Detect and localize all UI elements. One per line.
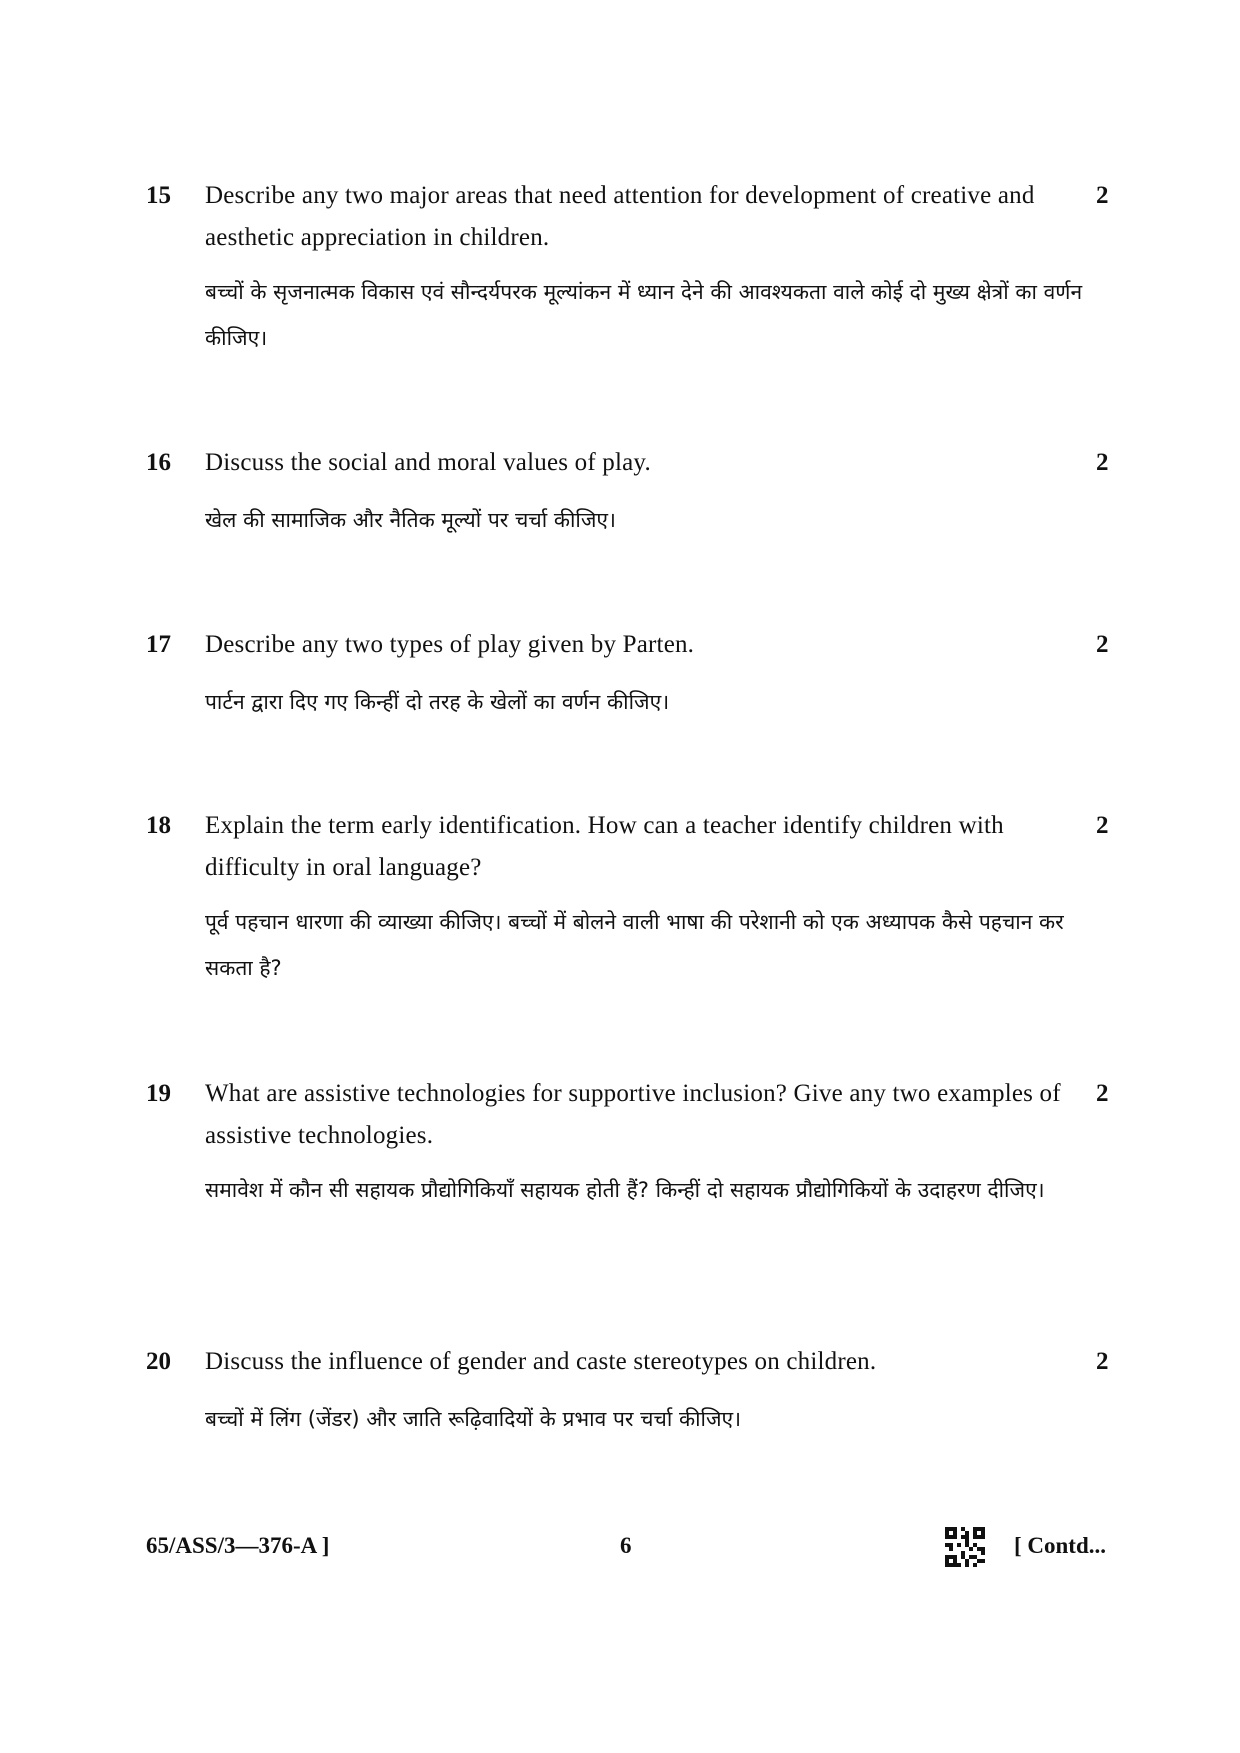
question-marks: 2 bbox=[1096, 1080, 1109, 1107]
question-text-english: Describe any two major areas that need attention for development of creative and aesthetic appreciation in children. bbox=[205, 182, 1035, 251]
qr-code-icon bbox=[945, 1527, 985, 1567]
paper-code: 65/ASS/3—376-A ] bbox=[146, 1533, 330, 1558]
question-text-english: Discuss the social and moral values of play. bbox=[205, 449, 651, 476]
question-text-hindi: पार्टन द्वारा दिए गए किन्हीं दो तरह के खेलों का वर्णन कीजिए। bbox=[205, 690, 670, 714]
question-marks: 2 bbox=[1096, 449, 1109, 476]
question-number: 20 bbox=[146, 1348, 171, 1375]
question-text-hindi: बच्चों के सृजनात्मक विकास एवं सौन्दर्यपरक मूल्यांकन में ध्यान देने की आवश्यकता वाले कोई दो मुख्य क्षेत्रों का वर्णन कीजिए। bbox=[205, 280, 1083, 350]
question-marks: 2 bbox=[1096, 1348, 1109, 1375]
question-text-english: Explain the term early identification. How can a teacher identify children with difficulty in oral language? bbox=[205, 812, 1004, 881]
question-text-hindi: समावेश में कौन सी सहायक प्रौद्योगिकियाँ सहायक होती हैं? किन्हीं दो सहायक प्रौद्योगिकियों के उदाहरण दीजिए। bbox=[205, 1178, 1045, 1202]
question-number: 19 bbox=[146, 1080, 171, 1107]
question-number: 15 bbox=[146, 182, 171, 209]
question-text-hindi: खेल की सामाजिक और नैतिक मूल्यों पर चर्चा कीजिए। bbox=[205, 508, 616, 532]
question-text-english: What are assistive technologies for supportive inclusion? Give any two examples of assistive technologies. bbox=[205, 1080, 1061, 1149]
question-text-hindi: पूर्व पहचान धारणा की व्याख्या कीजिए। बच्चों में बोलने वाली भाषा की परेशानी को एक अध्यापक कैसे पहचान कर सकता है? bbox=[205, 910, 1064, 980]
continued-label: [ Contd... bbox=[1014, 1533, 1107, 1558]
question-text-hindi: बच्चों में लिंग (जेंडर) और जाति रूढ़िवादियों के प्रभाव पर चर्चा कीजिए। bbox=[205, 1407, 742, 1431]
question-marks: 2 bbox=[1096, 812, 1109, 839]
question-marks: 2 bbox=[1096, 182, 1109, 209]
question-text-english: Discuss the influence of gender and caste stereotypes on children. bbox=[205, 1348, 877, 1375]
page-footer bbox=[0, 1525, 1240, 1575]
question-number: 18 bbox=[146, 812, 171, 839]
question-number: 17 bbox=[146, 631, 171, 658]
question-number: 16 bbox=[146, 449, 171, 476]
page-number: 6 bbox=[620, 1533, 632, 1558]
question-marks: 2 bbox=[1096, 631, 1109, 658]
question-text-english: Describe any two types of play given by Parten. bbox=[205, 631, 695, 658]
